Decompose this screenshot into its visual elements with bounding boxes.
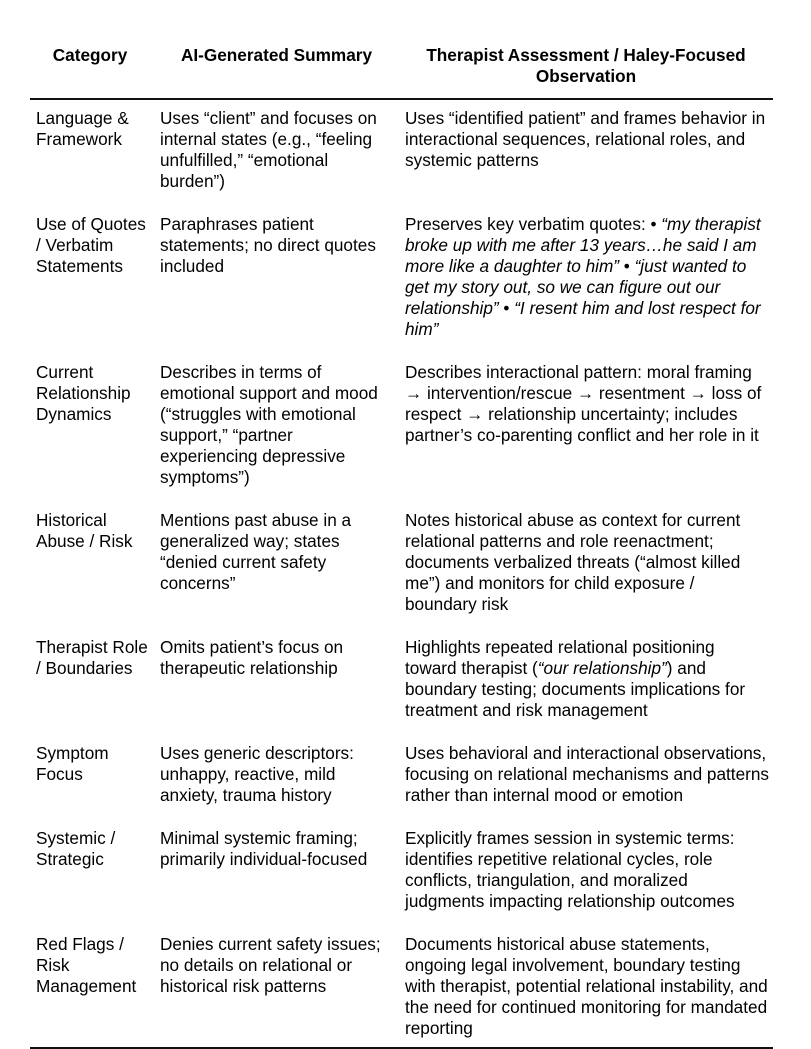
- cell-ai-summary: Uses generic descriptors: unhappy, reactive, mild anxiety, trauma history: [160, 743, 354, 805]
- cell-therapist-assessment: [399, 99, 773, 206]
- cell-therapist-assessment: [399, 820, 773, 926]
- table-row: [30, 99, 773, 206]
- table-body: [30, 99, 773, 1048]
- header-therapist-assessment: Therapist Assessment / Haley-Focused Observation: [399, 42, 773, 99]
- table-row: [30, 735, 773, 820]
- cell-category: Red Flags / Risk Management: [30, 926, 154, 1048]
- table-row: [30, 820, 773, 926]
- table-header: [30, 42, 773, 99]
- table-row: [30, 206, 773, 354]
- table-row: [30, 502, 773, 629]
- header-ai-summary: AI-Generated Summary: [154, 42, 399, 99]
- cell-ai-summary: Minimal systemic framing; primarily individual-focused: [160, 828, 368, 869]
- cell-category: Language & Framework: [36, 108, 129, 149]
- assessment-text: Explicitly frames session in systemic terms: identifies repetitive relational cycles, role conflicts, triangulation, and moralized judgments impacting relationship outcomes: [405, 828, 735, 911]
- cell-ai-summary: Describes in terms of emotional support and mood (“struggles with emotional support,” “partner experiencing depressive symptoms”): [160, 362, 378, 487]
- header-category: Category: [30, 42, 154, 99]
- verbatim-quote: “I resent him and lost respect for him”: [405, 298, 761, 339]
- cell-therapist-assessment: [399, 629, 773, 735]
- comparison-table-container: [30, 42, 773, 1049]
- assessment-text: ) and boundary testing; documents implications for treatment and risk management: [405, 658, 746, 720]
- cell-therapist-assessment: [399, 735, 773, 820]
- assessment-text: •: [619, 256, 635, 276]
- verbatim-quote: “just wanted to get my story out, so we can figure out our relationship”: [405, 256, 747, 318]
- assessment-text: •: [498, 298, 515, 318]
- assessment-text: Preserves key verbatim quotes: •: [405, 214, 662, 234]
- cell-category: Historical Abuse / Risk: [36, 510, 133, 551]
- cell-therapist-assessment: [399, 926, 773, 1048]
- assessment-text: Uses “identified patient” and frames behavior in interactional sequences, relational roles, and systemic patterns: [405, 108, 766, 170]
- comparison-table: [30, 42, 773, 1049]
- assessment-text: Describes interactional pattern: moral framing → intervention/rescue → resentment → loss of respect → relationship uncertainty; includes partner’s co-parenting conflict and her role in it: [405, 362, 762, 445]
- cell-category: Symptom Focus: [36, 743, 109, 784]
- cell-ai-summary: Uses “client” and focuses on internal states (e.g., “feeling unfulfilled,” “emotional burden”): [160, 108, 377, 191]
- cell-category: Use of Quotes / Verbatim Statements: [36, 214, 146, 276]
- cell-category: Therapist Role / Boundaries: [36, 637, 148, 678]
- table-row: [30, 629, 773, 735]
- cell-therapist-assessment: [399, 354, 773, 502]
- table-row: [30, 926, 773, 1048]
- verbatim-quote: “my therapist broke up with me after 13 years…he said I am more like a daughter to him”: [405, 214, 761, 276]
- table-row: [30, 354, 773, 502]
- cell-category: Current Relationship Dynamics: [36, 362, 131, 424]
- cell-ai-summary: Mentions past abuse in a generalized way; states “denied current safety concerns”: [160, 510, 352, 593]
- cell-category: Systemic / Strategic: [36, 828, 116, 869]
- cell-ai-summary: Denies current safety issues; no details on relational or historical risk patterns: [154, 926, 399, 1048]
- cell-therapist-assessment: [399, 206, 773, 354]
- cell-therapist-assessment: [399, 502, 773, 629]
- cell-ai-summary: Omits patient’s focus on therapeutic relationship: [160, 637, 344, 678]
- assessment-text: Uses behavioral and interactional observations, focusing on relational mechanisms and patterns rather than internal mood or emotion: [405, 743, 770, 805]
- assessment-text: Highlights repeated relational positioning toward therapist (: [405, 637, 715, 678]
- header-row: [30, 42, 773, 99]
- verbatim-quote: “our relationship”: [537, 658, 667, 678]
- cell-ai-summary: Paraphrases patient statements; no direct quotes included: [160, 214, 376, 276]
- assessment-text: Documents historical abuse statements, ongoing legal involvement, boundary testing with therapist, potential relational instability, and the need for continued monitoring for mandated reporting: [405, 934, 768, 1038]
- assessment-text: Notes historical abuse as context for current relational patterns and role reenactment; documents verbalized threats (“almost killed me”) and monitors for child exposure / boundary risk: [405, 510, 741, 614]
